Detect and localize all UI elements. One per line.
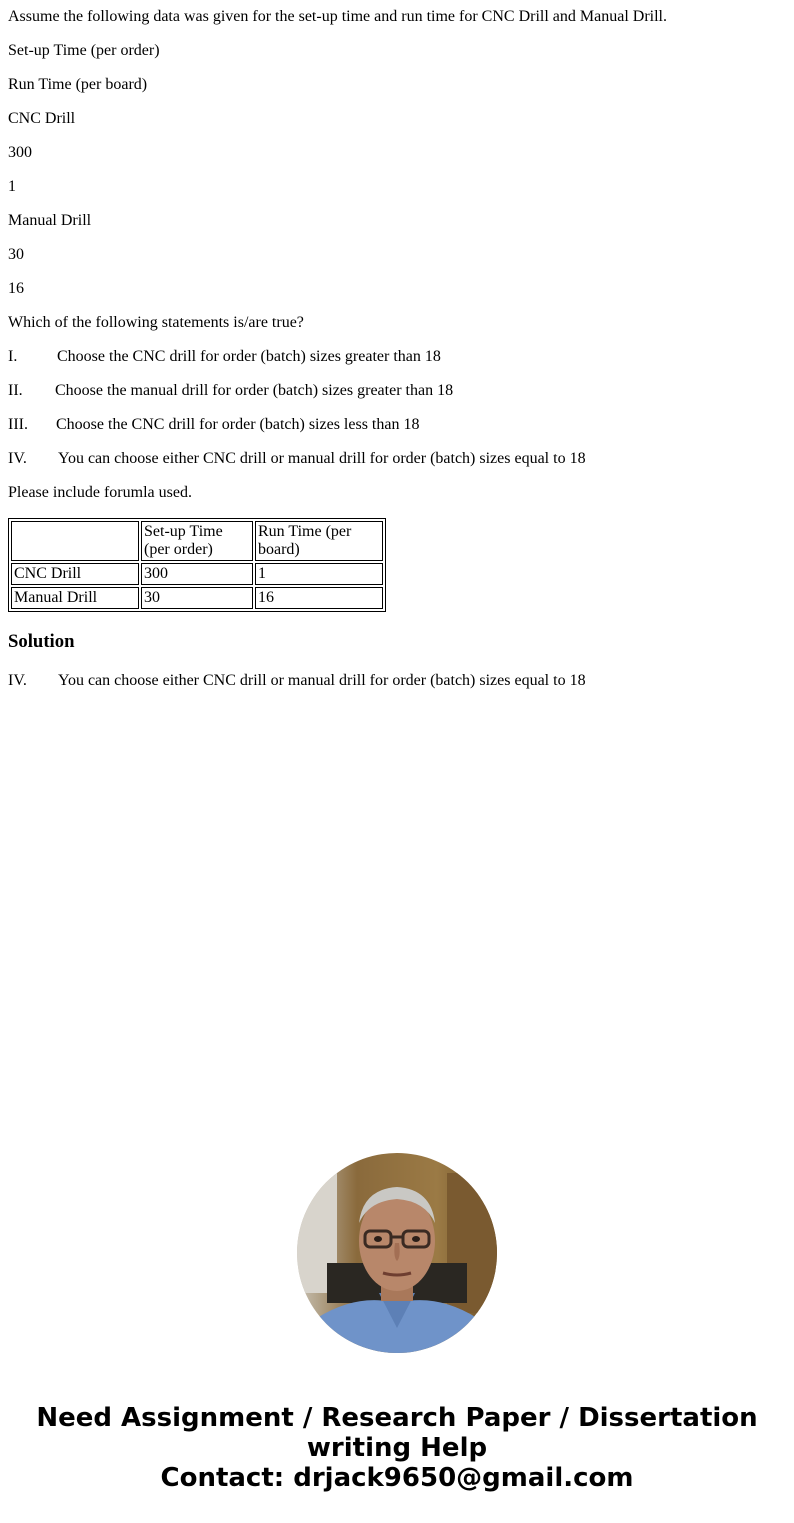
table-cell: Manual Drill bbox=[11, 587, 139, 609]
table-cell: 1 bbox=[255, 563, 383, 585]
option-text: Choose the CNC drill for order (batch) sizes greater than 18 bbox=[57, 348, 441, 365]
answer-number: IV. bbox=[8, 672, 27, 689]
option-i bbox=[8, 340, 786, 374]
table-cell: 300 bbox=[141, 563, 253, 585]
data-table bbox=[8, 518, 386, 612]
option-text: Choose the CNC drill for order (batch) sizes less than 18 bbox=[56, 416, 420, 433]
cnc-drill-label: CNC Drill bbox=[8, 110, 76, 127]
setup-time-label: Set-up Time (per order) bbox=[8, 42, 160, 59]
option-number: II. bbox=[8, 382, 23, 399]
table-row bbox=[11, 587, 383, 609]
table-row bbox=[11, 563, 383, 585]
table-cell: CNC Drill bbox=[11, 563, 139, 585]
option-number: IV. bbox=[8, 450, 27, 467]
answer-text: You can choose either CNC drill or manual drill for order (batch) sizes equal to 18 bbox=[58, 672, 586, 689]
table-cell: 30 bbox=[141, 587, 253, 609]
promo-line-2: writing Help bbox=[306, 1433, 488, 1463]
solution-answer bbox=[8, 664, 786, 698]
run-time-label: Run Time (per board) bbox=[8, 76, 148, 93]
manual-setup-value: 30 bbox=[8, 246, 24, 263]
promo-line-1: Need Assignment / Research Paper / Dissertation bbox=[36, 1403, 758, 1433]
option-ii bbox=[8, 374, 786, 408]
option-text: You can choose either CNC drill or manual drill for order (batch) sizes equal to 18 bbox=[58, 450, 586, 467]
promo-contact: Contact: drjack9650@gmail.com bbox=[160, 1463, 634, 1493]
author-avatar bbox=[297, 1153, 497, 1353]
option-iv bbox=[8, 442, 786, 476]
intro-text: Assume the following data was given for the set-up time and run time for CNC Drill and Manual Drill. bbox=[8, 8, 667, 25]
cnc-run-value: 1 bbox=[8, 178, 16, 195]
option-text: Choose the manual drill for order (batch) sizes greater than 18 bbox=[55, 382, 454, 399]
question-text: Which of the following statements is/are true? bbox=[8, 314, 304, 331]
manual-drill-label: Manual Drill bbox=[8, 212, 92, 229]
option-number: III. bbox=[8, 416, 28, 433]
table-header-row bbox=[11, 521, 383, 561]
table-header-cell bbox=[11, 521, 139, 561]
option-number: I. bbox=[8, 348, 18, 365]
cnc-setup-value: 300 bbox=[8, 144, 32, 161]
table-header-cell: Set-up Time (per order) bbox=[141, 521, 253, 561]
table-cell: 16 bbox=[255, 587, 383, 609]
solution-heading: Solution bbox=[8, 631, 75, 652]
author-photo bbox=[297, 1153, 497, 1353]
manual-run-value: 16 bbox=[8, 280, 24, 297]
promo-footer bbox=[0, 1403, 794, 1493]
table-header-cell: Run Time (per board) bbox=[255, 521, 383, 561]
option-iii bbox=[8, 408, 786, 442]
document-body bbox=[8, 0, 786, 698]
formula-note: Please include forumla used. bbox=[8, 484, 192, 501]
